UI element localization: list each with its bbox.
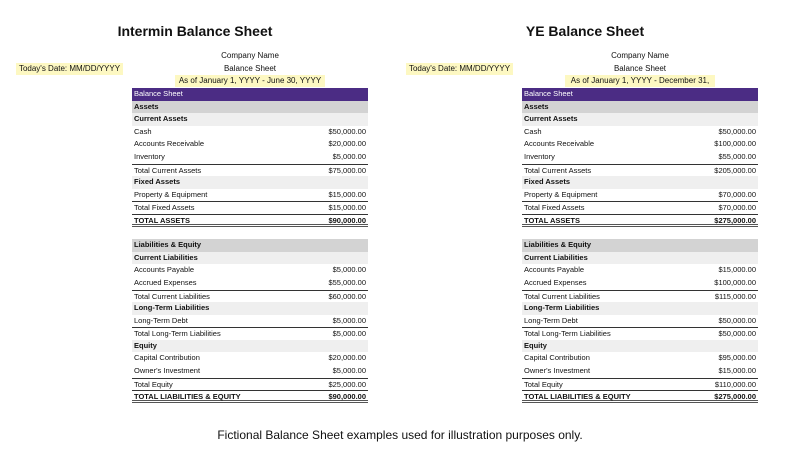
subhead-equity bbox=[132, 340, 368, 353]
row-label: Total Current Liabilities bbox=[524, 291, 600, 301]
row-label: TOTAL LIABILITIES & EQUITY bbox=[524, 392, 631, 402]
subhead-label: Fixed Assets bbox=[134, 177, 180, 187]
row-value: $5,000.00 bbox=[332, 329, 366, 339]
subhead-label: Current Liabilities bbox=[524, 252, 588, 262]
as-of-date: As of January 1, YYYY - December 31, bbox=[565, 75, 715, 87]
row-value: $20,000.00 bbox=[328, 353, 366, 363]
row-value: $115,000.00 bbox=[714, 291, 756, 301]
row-value: $205,000.00 bbox=[714, 165, 756, 175]
section-label: Liabilities & Equity bbox=[524, 240, 592, 250]
table-row bbox=[522, 365, 758, 378]
row-value: $70,000.00 bbox=[718, 203, 756, 213]
subhead-current-assets bbox=[132, 113, 368, 126]
row-label: Accounts Payable bbox=[524, 265, 585, 275]
section-label: Liabilities & Equity bbox=[134, 240, 202, 250]
subhead-label: Fixed Assets bbox=[524, 177, 570, 187]
row-label: Inventory bbox=[134, 151, 165, 161]
total-row bbox=[132, 201, 368, 214]
total-row bbox=[522, 290, 758, 303]
row-label: Capital Contribution bbox=[134, 353, 200, 363]
row-value: $50,000.00 bbox=[328, 126, 366, 136]
total-row bbox=[522, 378, 758, 391]
row-label: Cash bbox=[134, 126, 152, 136]
subhead-label: Long-Term Liabilities bbox=[524, 303, 600, 313]
subhead-label: Current Assets bbox=[134, 114, 188, 124]
row-value: $5,000.00 bbox=[332, 315, 366, 325]
table-row bbox=[132, 189, 368, 202]
subhead-label: Current Liabilities bbox=[134, 252, 198, 262]
section-label: Assets bbox=[134, 101, 159, 111]
row-label: Long-Term Debt bbox=[524, 315, 578, 325]
row-value: $20,000.00 bbox=[328, 139, 366, 149]
table-header bbox=[522, 88, 758, 101]
row-value: $55,000.00 bbox=[718, 151, 756, 161]
table-row bbox=[522, 315, 758, 328]
table-row bbox=[132, 315, 368, 328]
row-label: Owner's Investment bbox=[524, 366, 591, 376]
row-value: $15,000.00 bbox=[718, 265, 756, 275]
table-row bbox=[132, 264, 368, 277]
subhead-long-term-liabilities bbox=[132, 302, 368, 315]
subhead-equity bbox=[522, 340, 758, 353]
row-value: $5,000.00 bbox=[332, 151, 366, 161]
ye-balance-sheet-panel bbox=[390, 0, 780, 410]
balance-sheet-table bbox=[132, 88, 368, 403]
row-value: $70,000.00 bbox=[718, 189, 756, 199]
row-label: Accounts Receivable bbox=[134, 139, 205, 149]
subhead-current-liabilities bbox=[522, 252, 758, 265]
row-label: Total Equity bbox=[524, 379, 563, 389]
company-name: Company Name bbox=[611, 51, 669, 60]
subhead-fixed-assets bbox=[132, 176, 368, 189]
row-value: $50,000.00 bbox=[718, 315, 756, 325]
table-row bbox=[132, 365, 368, 378]
section-liabilities-equity bbox=[522, 239, 758, 252]
row-value: $15,000.00 bbox=[328, 203, 366, 213]
total-row bbox=[132, 290, 368, 303]
table-row bbox=[522, 126, 758, 139]
row-label: Cash bbox=[524, 126, 542, 136]
table-row bbox=[522, 352, 758, 365]
row-label: Inventory bbox=[524, 151, 555, 161]
todays-date: Today's Date: MM/DD/YYYY bbox=[16, 63, 123, 75]
table-row bbox=[522, 189, 758, 202]
section-assets bbox=[132, 101, 368, 114]
total-row bbox=[132, 378, 368, 391]
section-liabilities-equity bbox=[132, 239, 368, 252]
row-label: Owner's Investment bbox=[134, 366, 201, 376]
row-label: Accrued Expenses bbox=[524, 277, 587, 287]
table-row bbox=[522, 277, 758, 290]
row-value: $50,000.00 bbox=[718, 329, 756, 339]
spacer bbox=[132, 227, 368, 240]
company-name: Company Name bbox=[221, 51, 279, 60]
sheet-name: Balance Sheet bbox=[613, 64, 667, 73]
grand-total-row bbox=[522, 214, 758, 227]
table-row bbox=[132, 352, 368, 365]
row-value: $15,000.00 bbox=[328, 189, 366, 199]
row-value: $90,000.00 bbox=[328, 215, 366, 225]
row-value: $50,000.00 bbox=[718, 126, 756, 136]
row-value: $60,000.00 bbox=[328, 291, 366, 301]
grand-total-row bbox=[522, 390, 758, 403]
row-label: TOTAL ASSETS bbox=[134, 215, 190, 225]
row-label: Property & Equipment bbox=[524, 189, 598, 199]
footer-disclaimer: Fictional Balance Sheet examples used for illustration purposes only. bbox=[217, 428, 583, 442]
row-label: Total Fixed Assets bbox=[524, 203, 585, 213]
row-label: Accounts Payable bbox=[134, 265, 195, 275]
subhead-label: Long-Term Liabilities bbox=[134, 303, 210, 313]
total-row bbox=[522, 201, 758, 214]
row-value: $75,000.00 bbox=[328, 165, 366, 175]
section-assets bbox=[522, 101, 758, 114]
table-row bbox=[522, 264, 758, 277]
header-label: Balance Sheet bbox=[524, 89, 573, 98]
row-value: $5,000.00 bbox=[332, 265, 366, 275]
section-label: Assets bbox=[524, 101, 549, 111]
header-label: Balance Sheet bbox=[134, 89, 183, 98]
sheet-name: Balance Sheet bbox=[223, 64, 277, 73]
subhead-label: Current Assets bbox=[524, 114, 578, 124]
row-value: $100,000.00 bbox=[714, 277, 756, 287]
row-value: $95,000.00 bbox=[718, 353, 756, 363]
row-label: Property & Equipment bbox=[134, 189, 208, 199]
subhead-label: Equity bbox=[134, 340, 157, 350]
panel-title: YE Balance Sheet bbox=[525, 23, 645, 39]
row-value: $15,000.00 bbox=[718, 366, 756, 376]
row-label: Total Long-Term Liabilities bbox=[524, 329, 611, 339]
subhead-label: Equity bbox=[524, 340, 547, 350]
row-label: Total Long-Term Liabilities bbox=[134, 329, 221, 339]
row-label: Total Current Assets bbox=[524, 165, 592, 175]
row-label: Total Current Liabilities bbox=[134, 291, 210, 301]
row-label: Accounts Receivable bbox=[524, 139, 595, 149]
row-label: Total Current Assets bbox=[134, 165, 202, 175]
grand-total-row bbox=[132, 390, 368, 403]
table-header bbox=[132, 88, 368, 101]
total-row bbox=[132, 327, 368, 340]
table-row bbox=[132, 126, 368, 139]
total-row bbox=[132, 164, 368, 177]
row-label: TOTAL ASSETS bbox=[524, 215, 580, 225]
table-row bbox=[522, 138, 758, 151]
panel-title: Intermin Balance Sheet bbox=[117, 23, 273, 39]
table-row bbox=[132, 138, 368, 151]
spacer bbox=[522, 227, 758, 240]
grand-total-row bbox=[132, 214, 368, 227]
interim-balance-sheet-panel bbox=[0, 0, 390, 410]
subhead-current-assets bbox=[522, 113, 758, 126]
row-label: Capital Contribution bbox=[524, 353, 590, 363]
todays-date: Today's Date: MM/DD/YYYY bbox=[406, 63, 513, 75]
row-label: Total Fixed Assets bbox=[134, 203, 195, 213]
table-row bbox=[132, 151, 368, 164]
total-row bbox=[522, 327, 758, 340]
table-row bbox=[522, 151, 758, 164]
row-value: $5,000.00 bbox=[332, 366, 366, 376]
row-value: $55,000.00 bbox=[328, 277, 366, 287]
row-label: TOTAL LIABILITIES & EQUITY bbox=[134, 392, 241, 402]
row-value: $25,000.00 bbox=[328, 379, 366, 389]
subhead-fixed-assets bbox=[522, 176, 758, 189]
subhead-current-liabilities bbox=[132, 252, 368, 265]
as-of-date: As of January 1, YYYY - June 30, YYYY bbox=[175, 75, 325, 87]
table-row bbox=[132, 277, 368, 290]
row-label: Total Equity bbox=[134, 379, 173, 389]
row-value: $90,000.00 bbox=[328, 392, 366, 402]
row-value: $100,000.00 bbox=[714, 139, 756, 149]
row-value: $275,000.00 bbox=[714, 215, 756, 225]
balance-sheet-table bbox=[522, 88, 758, 403]
subhead-long-term-liabilities bbox=[522, 302, 758, 315]
row-value: $110,000.00 bbox=[714, 379, 756, 389]
row-label: Long-Term Debt bbox=[134, 315, 188, 325]
total-row bbox=[522, 164, 758, 177]
row-label: Accrued Expenses bbox=[134, 277, 197, 287]
row-value: $275,000.00 bbox=[714, 392, 756, 402]
